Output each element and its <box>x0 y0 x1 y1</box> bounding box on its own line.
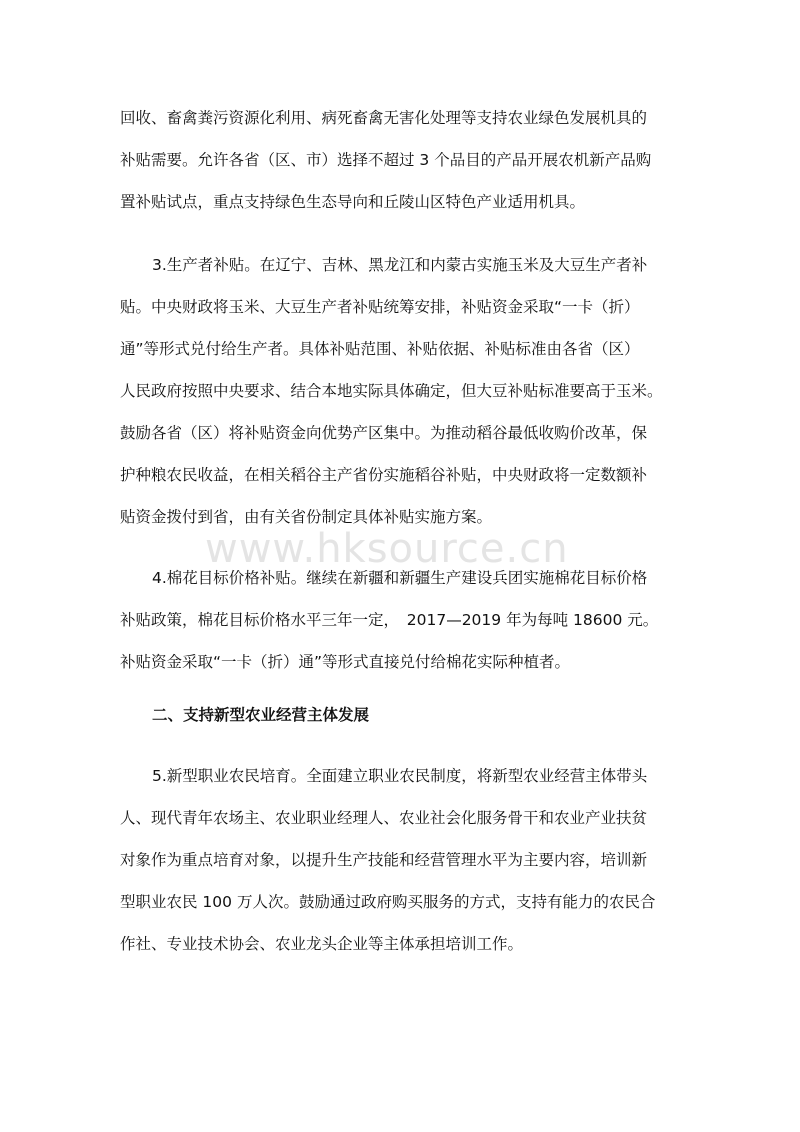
text-line: 人、现代青年农场主、农业职业经理人、农业社会化服务骨干和农业产业扶贫 <box>120 809 648 827</box>
text-line: 贴。中央财政将玉米、大豆生产者补贴统筹安排，补贴资金采取“一卡（折） <box>120 298 640 316</box>
text-line: 通”等形式兑付给生产者。具体补贴范围、补贴依据、补贴标准由各省（区） <box>120 340 640 358</box>
text-line: 鼓励各省（区）将补贴资金向优势产区集中。为推动稻谷最低收购价改革，保 <box>120 424 648 442</box>
text-line: 置补贴试点，重点支持绿色生态导向和丘陵山区特色产业适用机具。 <box>120 193 586 211</box>
text-line: 型职业农民 100 万人次。鼓励通过政府购买服务的方式，支持有能力的农民合 <box>120 893 656 911</box>
text-line: 补贴资金采取“一卡（折）通”等形式直接兑付给棉花实际种植者。 <box>120 653 571 671</box>
text-line: 3.生产者补贴。在辽宁、吉林、黑龙江和内蒙古实施玉米及大豆生产者补 <box>152 256 648 274</box>
text-line: 5.新型职业农民培育。全面建立职业农民制度，将新型农业经营主体带头 <box>152 767 648 785</box>
text-line: 人民政府按照中央要求、结合本地实际具体确定，但大豆补贴标准要高于玉米。 <box>120 382 663 400</box>
text-line: 护种粮农民收益，在相关稻谷主产省份实施稻谷补贴，中央财政将一定数额补 <box>120 466 648 484</box>
text-line: 对象作为重点培育对象，以提升生产技能和经营管理水平为主要内容，培训新 <box>120 851 648 869</box>
section-heading: 二、支持新型农业经营主体发展 <box>152 706 370 724</box>
text-line: 补贴政策，棉花目标价格水平三年一定， 2017—2019 年为每吨 18600 元。 <box>120 611 659 629</box>
text-line: 补贴需要。允许各省（区、市）选择不超过 3 个品目的产品开展农机新产品购 <box>120 151 652 169</box>
text-line: 贴资金拨付到省，由有关省份制定具体补贴实施方案。 <box>120 508 493 526</box>
text-line: 回收、畜禽粪污资源化利用、病死畜禽无害化处理等支持农业绿色发展机具的 <box>120 109 648 127</box>
watermark: www.hksource.cn <box>205 526 569 572</box>
text-line: 作社、专业技术协会、农业龙头企业等主体承担培训工作。 <box>120 935 524 953</box>
text-line: 4.棉花目标价格补贴。继续在新疆和新疆生产建设兵团实施棉花目标价格 <box>152 569 648 587</box>
